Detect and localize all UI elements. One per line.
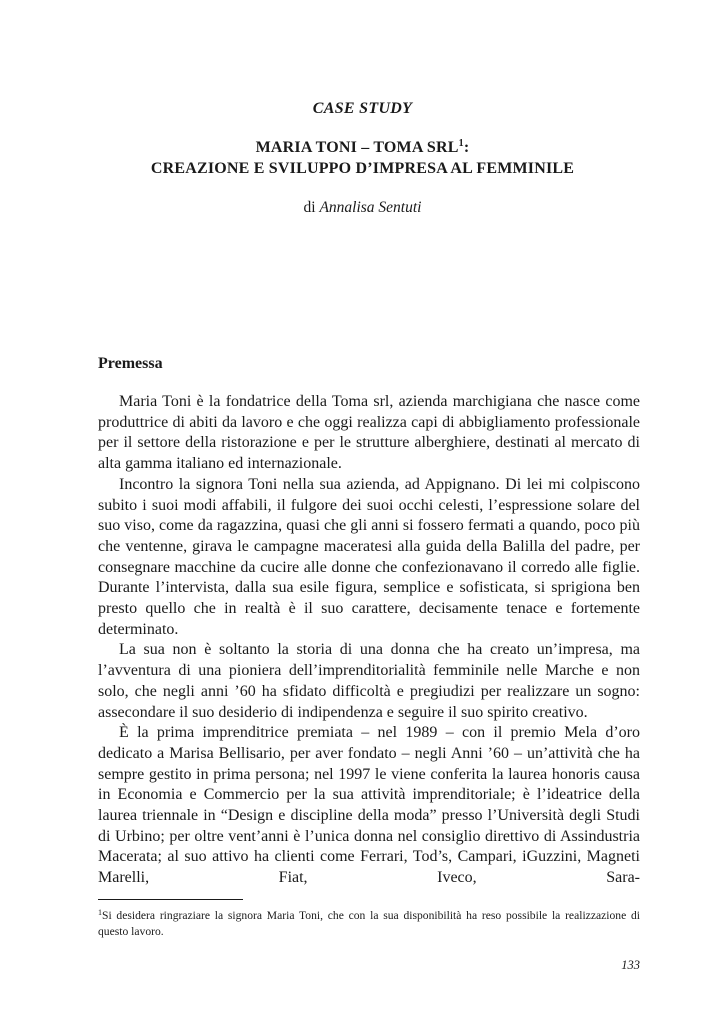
- byline-prefix: di: [303, 199, 316, 216]
- paragraph-3: La sua non è soltanto la storia di una donna che ha creato un’impresa, ma l’avventura di una pioniera dell’imprenditorialità femminile nelle Marche e non solo, che negli anni ’60 ha sfidato difficoltà e pregiudizi per realizzare un sogno: assecondare il suo desiderio di indipendenza e seguire il suo spirito creativo.: [98, 641, 640, 721]
- footnote-marker: 1: [98, 908, 102, 917]
- paragraph-4: È la prima imprenditrice premiata – nel 1989 – con il premio Mela d’oro dedicato a Marisa Bellisario, per aver fondato – negli Anni ’60 – un’attività che ha sempre gestito in prima persona; nel 1997 le viene conferita la laurea honoris causa in Economia e Commercio per la sua attività imprenditoriale; è l’ideatrice della laurea triennale in “Design e discipline della moda” presso l’Università degli Studi di Urbino; per oltre vent’anni è l’unica donna nel consiglio direttivo di Assindustria Macerata; al suo attivo ha clienti come Ferrari, Tod’s, Campari, iGuzzini, Magneti Marelli, Fiat, Iveco, Sara-: [98, 724, 640, 887]
- section-heading: Premessa: [98, 355, 163, 372]
- byline: [0, 199, 725, 217]
- paragraph-2: Incontro la signora Toni nella sua azienda, ad Appignano. Di lei mi colpiscono subito i suoi modi affabili, il fulgore dei suoi occhi celesti, l’espressione solare del suo viso, come da ragazzina, quasi che gli anni si fossero fermati a quando, poco più che ventenne, girava le campagne maceratesi alla guida della Balilla del padre, per consegnare macchine da cucire alle donne che confezionavano il corredo alle figlie. Durante l’intervista, dalla sua esile figura, semplice e sofisticata, si sprigiona ben presto quello che in realtà è il suo carattere, decisamente tenace e fortemente determinato.: [98, 475, 640, 638]
- body-text: [98, 392, 640, 889]
- footnote-text: Si desidera ringraziare la signora Maria Toni, che con la sua disponibilità ha reso possibile la realizzazione di questo lavoro.: [98, 909, 640, 938]
- case-study-label: CASE STUDY: [312, 100, 413, 117]
- page-number: 133: [621, 958, 640, 972]
- title-footnote-marker[interactable]: 1: [458, 138, 464, 149]
- title-line-1: [0, 137, 725, 158]
- footnote-divider: [98, 899, 243, 900]
- paragraph-1: Maria Toni è la fondatrice della Toma srl, azienda marchigiana che nasce come produttrice di abiti da lavoro e che oggi realizza capi di abbigliamento professionale per il settore della ristorazione e per le strutture alberghiere, destinati al mercato di alta gamma italiano ed internazionale.: [98, 393, 640, 473]
- author-name: Annalisa Sentuti: [319, 199, 422, 216]
- article-title: [0, 137, 725, 179]
- footnote: [98, 908, 640, 940]
- title-line-1-text: MARIA TONI – TOMA SRL: [255, 139, 459, 156]
- title-line-2: CREAZIONE E SVILUPPO D’IMPRESA AL FEMMINILE: [150, 160, 575, 177]
- title-line-1-suffix: :: [463, 139, 470, 156]
